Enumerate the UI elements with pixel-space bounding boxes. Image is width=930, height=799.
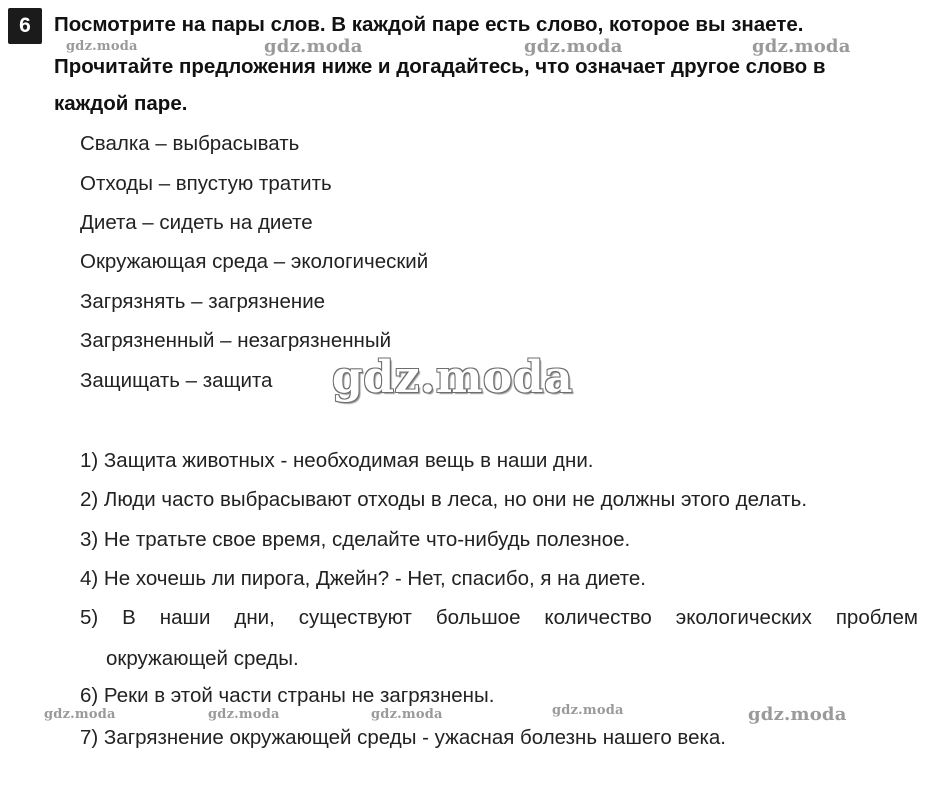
instruction-line-2: Прочитайте предложения ниже и догадайтесь, что означает другое слово в [54, 55, 826, 78]
watermark-large: gdz.moda [332, 352, 574, 403]
word-pair: Диета – сидеть на диете [80, 211, 313, 234]
word-pair: Загрязнять – загрязнение [80, 290, 326, 313]
sentence-5-line-1: 5) В наши дни, существуют большое количество экологических проблем [80, 606, 918, 629]
watermark: gdz.moda [524, 36, 623, 57]
sentence-3: 3) Не тратьте свое время, сделайте что-нибудь полезное. [80, 528, 631, 551]
word-pair: Окружающая среда – экологический [80, 250, 429, 273]
watermark: gdz.moda [44, 707, 116, 722]
watermark: gdz.moda [208, 707, 280, 722]
word-pair: Загрязненный – незагрязненный [80, 329, 392, 352]
watermark: gdz.moda [552, 703, 624, 718]
exercise-number-badge [8, 8, 42, 44]
word-pair: Защищать – защита [80, 369, 273, 392]
watermark: gdz.moda [66, 39, 138, 54]
watermark: gdz.moda [752, 36, 851, 57]
instruction-line-1: Посмотрите на пары слов. В каждой паре есть слово, которое вы знаете. [54, 13, 804, 36]
sentence-6: 6) Реки в этой части страны не загрязнены. [80, 684, 495, 707]
watermark: gdz.moda [371, 707, 443, 722]
sentence-2: 2) Люди часто выбрасывают отходы в леса, но они не должны этого делать. [80, 488, 808, 511]
sentence-1: 1) Защита животных - необходимая вещь в наши дни. [80, 449, 594, 472]
watermark: gdz.moda [748, 704, 847, 725]
sentence-7: 7) Загрязнение окружающей среды - ужасная болезнь нашего века. [80, 726, 726, 749]
word-pair: Свалка – выбрасывать [80, 132, 300, 155]
sentence-4: 4) Не хочешь ли пирога, Джейн? - Нет, спасибо, я на диете. [80, 567, 646, 590]
word-pair: Отходы – впустую тратить [80, 172, 332, 195]
instruction-line-3: каждой паре. [54, 92, 188, 115]
sentence-5-line-2: окружающей среды. [106, 647, 299, 670]
watermark: gdz.moda [264, 36, 363, 57]
exercise-number: 6 [19, 14, 31, 37]
